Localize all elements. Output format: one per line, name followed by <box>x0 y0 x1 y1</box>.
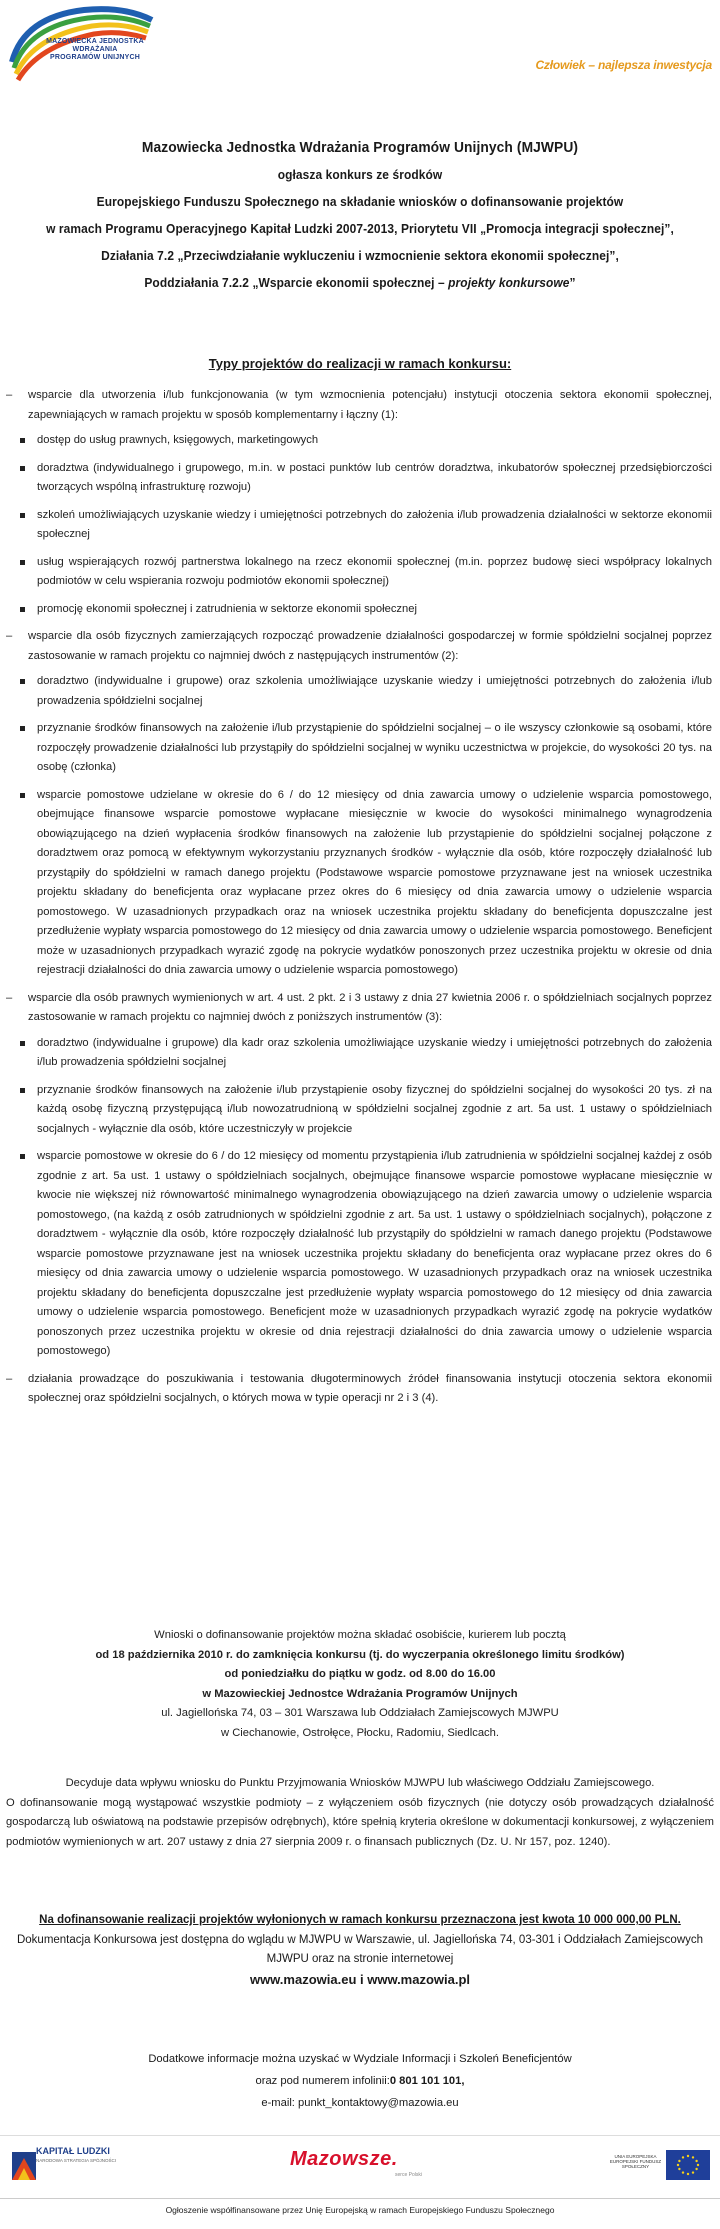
bullet-icon <box>20 1041 25 1046</box>
list-item-text: usług wspierających rozwój partnerstwa lokalnego na rzecz ekonomii społecznej (m.in. poprzez budowę sieci współpracy lokalnych podmiotów w celu wspierania rozwoju podmiotów ekonomii społecznej) <box>37 555 712 587</box>
list-item-text: wsparcie pomostowe w okresie do 6 / do 12 miesięcy od momentu przystąpienia i/lub zatrudnienia w spółdzielni socjalnej każdej z osób zgodnie z art. 5a ust. 1 ustawy o spółdzielniach socjalnych, obejmujące finansowe wsparcie pomostowe wypłacane miesięcznie w kwocie nie większej niż równowartość minimalnego wynagrodzenia obowiązującego na dzień zawarcia umowy o udzielenie wsparcia pomostowego, (na każdą z osób zatrudnionych w spółdzielni zgodnie z art. 5a ust. 1 ustawy o spółdzielniach socjalnych), połączone z doradztwem - wyłącznie dla osób, które rozpoczęły działalność lub przystąpiły do spółdzielni w ramach danego projektu (Podstawowe wsparcie pomostowe przyznawane jest na wniosek uczestnika projektu składany do beneficjenta oraz wypłacane przez okres do 6 miesięcy od dnia zawarcia umowy o udzielenie wsparcia pomostowego. W uzasadnionych przypadkach oraz na wniosek uczestnika projektu składany do beneficjenta dopuszczalne jest przedłużenie wypłaty wsparcia pomostowego do 12 miesięcy od dnia zawarcia umowy o udzielenie wsparcia pomostowego. Beneficjent może w uzasadnionych przypadkach wyrazić zgodę na pokrycie wydatków ponoszonych przez uczestnika projektu w okresie od dnia rejestracji działalności do dnia zawarcia umowy o udzielenie wsparcia pomostowego) <box>37 1150 712 1357</box>
list-item-text: doradztwo (indywidualne i grupowe) oraz szkolenia umożliwiające uzyskanie wiedzy i umiejętności potrzebnych do założenia i/lub prowadzenia spółdzielni socjalnej <box>37 675 712 707</box>
list-item <box>14 786 712 981</box>
title-line-1: Mazowiecka Jednostka Wdrażania Programów Unijnych (MJWPU) <box>141 139 579 156</box>
title-block <box>0 134 720 296</box>
contact-email[interactable]: e-mail: punkt_kontaktowy@mazowia.eu <box>261 2097 459 2109</box>
instrument-list <box>6 672 712 981</box>
list-item-text: przyznanie środków finansowych na założenie i/lub przystąpienie do spółdzielni socjalnej – o ile wszyscy członkowie są osobami, które rozpoczęły prowadzenie działalności lub przystąpiły do spółdzielni socjalnej w wyniku uczestnictwa w projekcie, do wysokości 20 tys. na osobę (członka) <box>37 722 712 773</box>
title-line-3: Europejskiego Funduszu Społecznego na składanie wniosków o dofinansowanie projektów <box>96 194 624 209</box>
website-links[interactable]: www.mazowia.eu i www.mazowia.pl <box>249 1971 471 1987</box>
project-type-group <box>6 627 712 666</box>
footer-divider <box>0 2198 720 2199</box>
list-item-text: dostęp do usług prawnych, księgowych, marketingowych <box>37 434 319 446</box>
bullet-icon <box>20 560 25 565</box>
dash-marker: – <box>6 630 13 642</box>
submission-line-5: ul. Jagiellońska 74, 03 – 301 Warszawa lub Oddziałach Zamiejscowych MJWPU <box>161 1707 559 1719</box>
dash-marker: – <box>6 389 13 401</box>
funding-amount: Na dofinansowanie realizacji projektów wyłonionych w ramach konkursu przeznaczona jest kwota 10 000 000,00 PLN. <box>39 1914 681 1926</box>
list-item <box>14 1147 712 1362</box>
submission-line-4: w Mazowieckiej Jednostce Wdrażania Programów Unijnych <box>202 1687 518 1700</box>
list-item-text: przyznanie środków finansowych na założenie i/lub przystąpienie osoby fizycznej do spółdzielni socjalnej do wysokości 20 tys. zł na każdą osobę fizyczną przystępującą i/lub nowozatrudnioną w spółdzielni socjalnej zgodnie z art. 5a ust. 1 ustawy o spółdzielniach socjalnych - wyłącznie dla osób, które uczestniczyły w projekcie <box>37 1083 712 1135</box>
bullet-icon <box>20 726 25 731</box>
list-item <box>14 1034 712 1073</box>
list-item-text: promocję ekonomii społecznej i zatrudnienia w sektorze ekonomii społecznej <box>37 602 417 615</box>
list-item-text: doradztwa (indywidualnego i grupowego, m.in. w postaci punktów lub centrów doradztwa, inkubatorów społecznej przedsiębiorczości tworzących wspólną infrastrukturę rozwoju) <box>37 461 712 493</box>
list-item <box>14 506 712 545</box>
list-item-text: szkoleń umożliwiających uzyskanie wiedzy i umiejętności potrzebnych do założenia i/lub prowadzenia działalności w sektorze ekonomii społecznej <box>37 508 712 540</box>
bullet-icon <box>20 438 25 443</box>
bullet-icon <box>20 607 25 612</box>
title-line-4: w ramach Programu Operacyjnego Kapitał Ludzki 2007-2013, Priorytetu VII „Promocja integracji społecznej”, <box>46 221 674 236</box>
contact-line-2: oraz pod numerem infolinii:0 801 101 101, <box>255 2075 465 2087</box>
bullet-icon <box>20 1154 25 1159</box>
eu-text: UNIA EUROPEJSKA EUROPEJSKI FUNDUSZ SPOŁECZNY <box>609 2154 662 2169</box>
eu-flag-icon <box>666 2150 710 2180</box>
contact-info <box>0 2048 720 2114</box>
list-item <box>14 431 712 451</box>
submission-line-3: od poniedziałku do piątku w godz. od 8.00 do 16.00 <box>224 1668 496 1680</box>
title-line-2: ogłasza konkurs ze środków <box>277 167 443 182</box>
project-type-text: działania prowadzące do poszukiwania i testowania długoterminowych źródeł finansowania instytucji otoczenia sektora ekonomii społecznej oraz spółdzielni socjalnych, o których mowa w typie operacji nr 2 i 3 (4). <box>28 1372 712 1404</box>
mazowsze-logo: Mazowsze. <box>290 2148 398 2170</box>
header <box>0 0 720 90</box>
list-item-text: doradztwo (indywidualne i grupowe) dla kadr oraz szkolenia umożliwiające uzyskanie wiedzy i umiejętności potrzebnych do założenia i/lub prowadzenia spółdzielni socjalnej <box>37 1036 712 1068</box>
project-type-text: wsparcie dla utworzenia i/lub funkcjonowania (w tym wzmocnienia potencjału) instytucji otoczenia sektora ekonomii społecznej, zapewniających w ramach projektu w sposób komplementarny i łączny (1): <box>28 389 712 421</box>
project-type-text: wsparcie dla osób fizycznych zamierzających rozpocząć prowadzenie działalności gospodarczej w formie spółdzielni socjalnej poprzez zastosowanie w ramach projektu co najmniej dwóch z następujących instrumentów (2): <box>28 630 712 662</box>
bullet-icon <box>20 1088 25 1093</box>
instrument-list <box>6 431 712 619</box>
project-type-text: wsparcie dla osób prawnych wymienionych w art. 4 ust. 2 pkt. 2 i 3 ustawy z dnia 27 kwietnia 2006 r. o spółdzielniach socjalnych poprzez zastosowanie w ramach projektu co najmniej dwóch z poniższych instrumentów (3): <box>28 991 712 1023</box>
section-heading: Typy projektów do realizacji w ramach konkursu: <box>208 356 512 371</box>
list-item <box>14 459 712 498</box>
project-type-group <box>6 989 712 1028</box>
footer-logos <box>0 2135 720 2196</box>
bullet-icon <box>20 793 25 798</box>
project-types <box>6 386 712 1411</box>
list-item <box>14 719 712 778</box>
kapital-ludzki-subtitle: NARODOWA STRATEGIA SPÓJNOŚCI <box>36 2158 117 2163</box>
list-item <box>14 1081 712 1140</box>
footer-note: Ogłoszenie współfinansowane przez Unię Europejską w ramach Europejskiego Funduszu Społecznego <box>165 2205 555 2215</box>
list-item-text: wsparcie pomostowe udzielane w okresie do 6 / do 12 miesięcy od dnia zawarcia umowy o udzielenie wsparcia pomostowego, obejmujące finansowe wsparcie pomostowe wypłacane miesięcznie w kwocie do wysokości minimalnego wynagrodzenia obowiązującego na dzień wypłacenia środków finansowych na założenie lub przystąpienie do spółdzielni socjalnej połączone z doradztwem oraz pomocą w efektywnym wykorzystaniu przyznanych środków - wyłącznie dla osób, które rozpoczęły działalność lub przystąpiły do spółdzielni w ramach danego projektu (Podstawowe wsparcie pomostowe przyznawane jest na wniosek uczestnika projektu składany do beneficjenta oraz wypłacane przez okres do 6 miesięcy od dnia zawarcia umowy o udzielenie wsparcia pomostowego. W uzasadnionych przypadkach oraz na wniosek uczestnika projektu składany do beneficjenta dopuszczalne jest przedłużenie wypłaty wsparcia pomostowego do 12 miesięcy od dnia zawarcia umowy o udzielenie wsparcia pomostowego. Beneficjent może w uzasadnionych przypadkach wyrazić zgodę na pokrycie wydatków ponoszonych przez uczestnika projektu w okresie od dnia rejestracji działalności do dnia zawarcia umowy o udzielenie wsparcia pomostowego) <box>37 788 712 976</box>
project-type-group <box>6 386 712 425</box>
submission-line-6: w Ciechanowie, Ostrołęce, Płocku, Radomiu, Siedlcach. <box>221 1726 499 1739</box>
motto: Człowiek – najlepsza inwestycja <box>535 58 712 72</box>
contact-line-1: Dodatkowe informacje można uzyskać w Wydziale Informacji i Szkoleń Beneficjentów <box>148 2053 572 2065</box>
logo-text: MAZOWIECKA JEDNOSTKA WDRAŻANIA PROGRAMÓW UNIJNYCH <box>46 38 144 61</box>
dash-marker: – <box>6 991 13 1004</box>
bullet-icon <box>20 466 25 471</box>
eligibility-text: O dofinansowanie mogą wystąpować wszystkie podmioty – z wyłączeniem osób fizycznych (nie dotyczy osób prowadzących działalność gospodarczą lub oświatową na podstawie przepisów odrębnych), które spełnią kryteria określone w dokumentacji konkursowej, z wyłączeniem podmiotów wymienionych w art. 207 ustawy z dnia 27 sierpnia 2009 r. o finansach publicznych (Dz. U. Nr 157, poz. 1240). <box>6 1796 714 1848</box>
bullet-icon <box>20 513 25 518</box>
project-type-group <box>6 1370 712 1409</box>
title-line-5: Działania 7.2 „Przeciwdziałanie wykluczeniu i wzmocnienie sektora ekonomii społecznej”, <box>101 248 619 263</box>
documentation-line-1: Dokumentacja Konkursowa jest dostępna do wglądu w MJWPU w Warszawie, ul. Jagiellońska 74, 03-301 i Oddziałach Zamiejscowych <box>16 1933 704 1946</box>
instrument-list <box>6 1034 712 1362</box>
list-item <box>14 600 712 620</box>
infoline-number[interactable]: 0 801 101 101, <box>389 2075 465 2087</box>
funding-info <box>0 1911 720 1989</box>
title-line-6: Poddziałania 7.2.2 „Wsparcie ekonomii społecznej – projekty konkursowe” <box>144 275 576 290</box>
list-item <box>14 553 712 592</box>
submission-line-2: od 18 października 2010 r. do zamknięcia konkursu (tj. do wyczerpania określonego limitu środków) <box>95 1648 625 1661</box>
submission-line-1: Wnioski o dofinansowanie projektów można składać osobiście, kurierem lub pocztą <box>154 1629 566 1641</box>
mazowsze-tagline: serce Polski <box>395 2172 422 2178</box>
bullet-icon <box>20 679 25 684</box>
decision-line-1: Decyduje data wpływu wniosku do Punktu Przyjmowania Wniosków MJWPU lub właściwego Oddziału Zamiejscowego. <box>65 1777 655 1789</box>
submission-info <box>0 1626 720 1743</box>
dash-marker: – <box>6 1372 13 1385</box>
list-item <box>14 672 712 711</box>
documentation-line-2: MJWPU oraz na stronie internetowej <box>266 1953 454 1965</box>
decision-info <box>0 1774 720 1852</box>
kapital-ludzki-title: KAPITAŁ LUDZKI <box>36 2146 110 2156</box>
